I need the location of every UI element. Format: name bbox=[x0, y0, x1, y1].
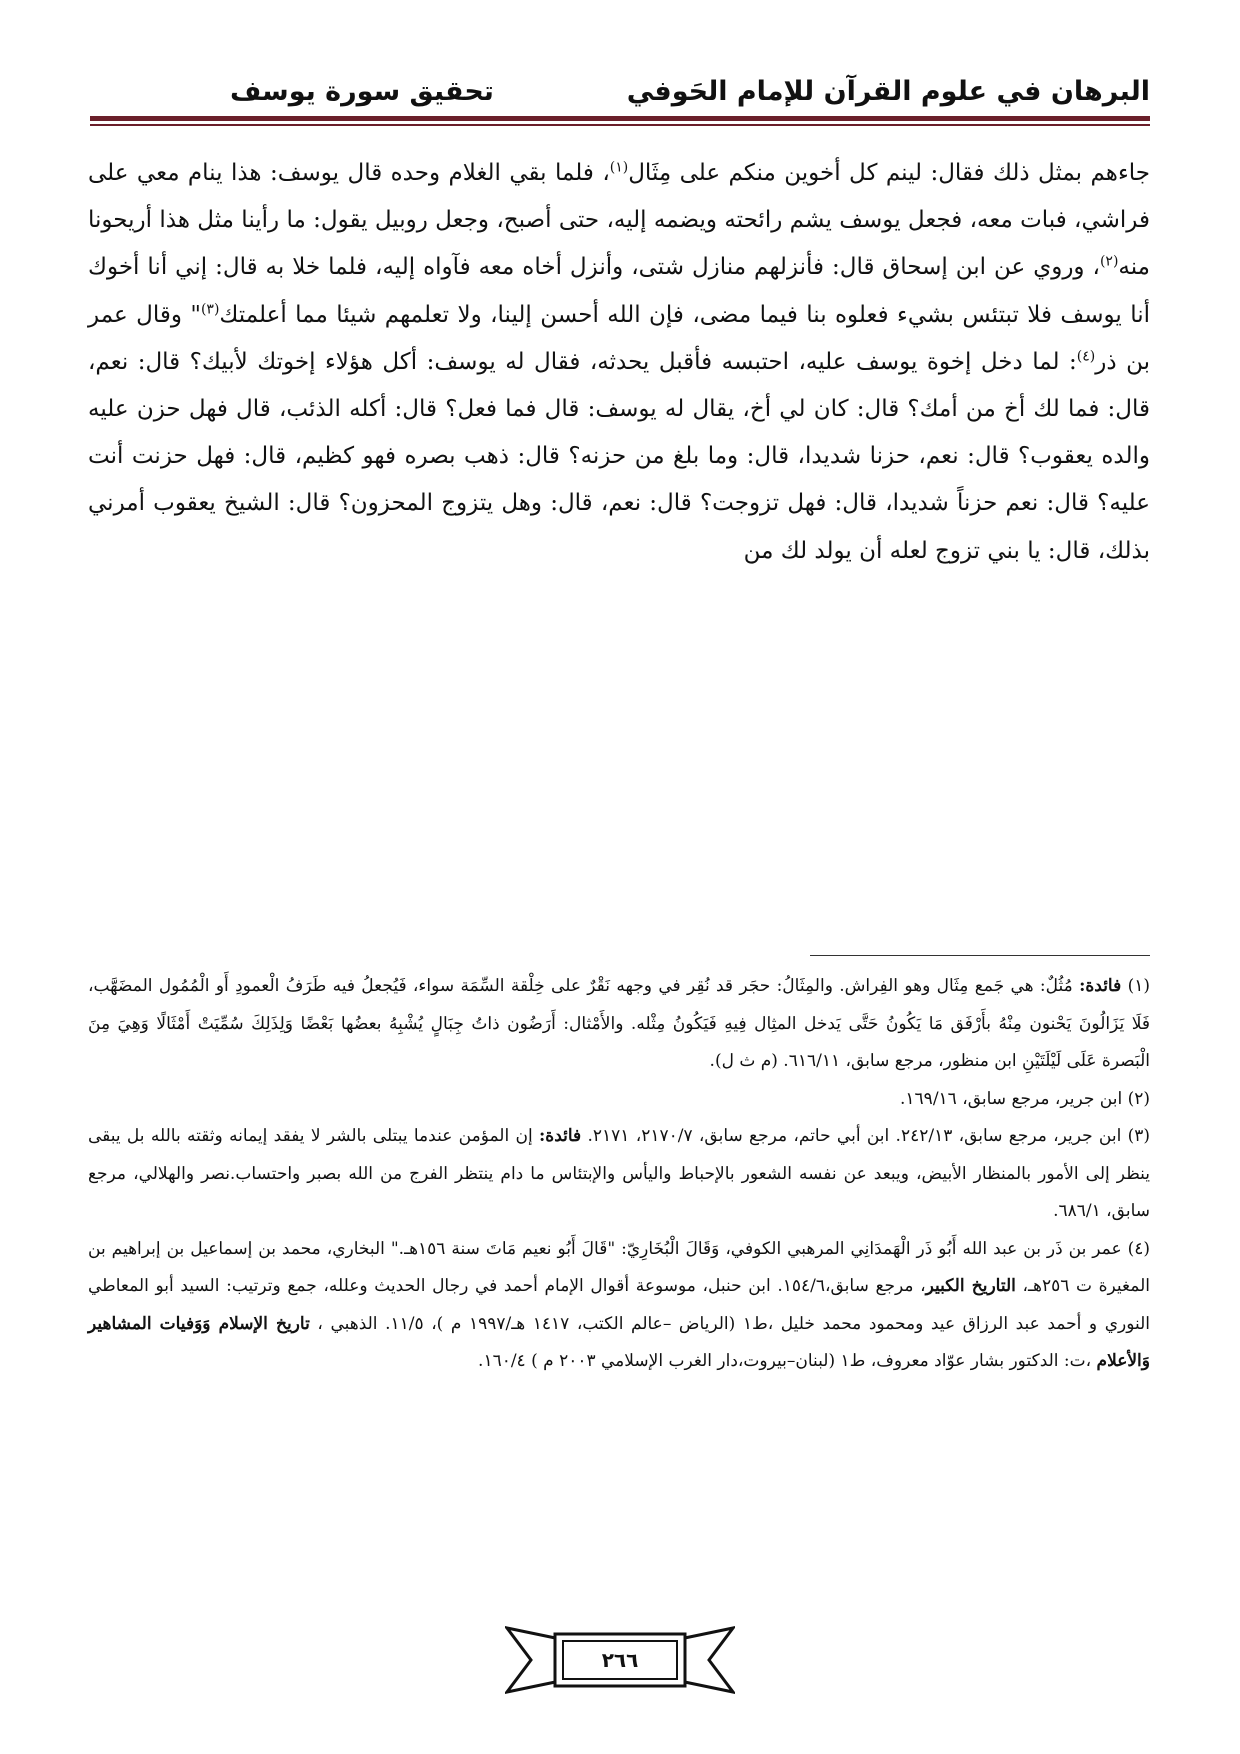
footnote-separator bbox=[810, 955, 1150, 956]
text-segment: : لما دخل إخوة يوسف عليه، احتبسه فأقبل يحدثه، فقال له يوسف: أكل هؤلاء إخوتك لأبيك؟ قال: نعم، قال: فما لك أخ من أمك؟ قال: كان لي أخ، يقال له يوسف: قال فما فعل؟ قال: أكله الذئب، قال فهل حزن عليه والده يعقوب؟ قال: نعم، حزنا شديدا، قال: وما بلغ من حزنه؟ قال: ذهب بصره فهو كظيم، قال: فهل حزنت أنت عليه؟ قال: نعم حزناً شديدا، قال: فهل تزوجت؟ قال: نعم، قال: وهل يتزوج المحزون؟ قال: الشيخ يعقوب أمرني بذلك، قال: يا بني تزوج لعله أن يولد لك من bbox=[88, 348, 1150, 564]
main-text bbox=[88, 150, 1150, 575]
footnote-text: ،ت: الدكتور بشار عوّاد معروف، ط١ (لبنان–بيروت،دار الغرب الإسلامي ٢٠٠٣ م ) ١٦٠/٤. bbox=[478, 1351, 1097, 1371]
footnote-1 bbox=[88, 968, 1150, 1081]
footnote-number: (١) bbox=[1127, 976, 1151, 996]
text-segment: جاءهم بمثل ذلك فقال: لينم كل أخوين منكم على مِثَال bbox=[628, 160, 1150, 186]
page-number-badge bbox=[505, 1618, 735, 1702]
footnote-text: (٤) عمر بن ذَر بن عبد الله أَبُو ذَر الْهَمدَانِي المرهبي الكوفي، وَقَالَ الْبُخَارِيّ: "قَالَ أَبُو نعيم مَاتَ سنة ١٥٦هـ." البخاري، محمد بن إسماعيل بن إبراهيم بن المغيرة ت ٢٥٦هـ، bbox=[88, 1238, 1151, 1296]
text-segment: ، وروي عن ابن إسحاق قال: فأنزلهم منازل شتى، وأنزل أخاه معه فآواه إليه، فلما خلا به قال: إني أنا أخوك أنا يوسف فلا تبتئس بشيء فعلوه بنا فيما مضى، فإن الله أحسن إلينا، ولا تعلمهم شيئا مما أعلمتك bbox=[88, 254, 1151, 328]
page-number: ٢٦٦ bbox=[601, 1648, 639, 1672]
footnote-3 bbox=[88, 1118, 1150, 1231]
book-title-ref: التاريخ الكبير bbox=[925, 1276, 1016, 1296]
main-paragraph bbox=[88, 150, 1150, 575]
footnote-ref-2: (٢) bbox=[1099, 253, 1119, 270]
footnote-label: فائدة: bbox=[1079, 976, 1122, 996]
footnote-text: ، مرجع سابق،١٥٤/٦. ابن حنبل، موسوعة أقوال الإمام أحمد في رجال الحديث وعلله، جمع وترتيب: السيد أبو المعاطي النوري و أحمد عبد الرزاق عيد ومحمود محمد خليل ،ط١ (الرياض –عالم الكتب، ١٤١٧ هـ/١٩٩٧ م )، ١١/٥. الذهبي ، bbox=[88, 1276, 1151, 1334]
footnote-ref-4: (٤) bbox=[1076, 348, 1096, 365]
running-header bbox=[90, 68, 1150, 112]
footnote-text: مُثُلٌ: هي جَمع مِثَال وهو الفِراش. والمِثَالُ: حجَر قد نُقِر في وجهه نَقْرٌ على خِلْقة السِّمَة سواء، فَيُجعلُ فيه طَرَفُ الْعمودِ أَو الْمُمُول المضَهَّب، فَلَا يَزَالُونَ يَحْنون مِنْهُ بأَرْفَق مَا يَكُونُ حَتَّى يَدخل المثِال فِيهِ فَيَكُونُ مِثْله. والأَمْثال: أَرَضُون ذاتُ جِبَالٍ يُشْبِهُ بعضُها بَعْضًا وَلِذَلِكَ سُمِّيَتْ أَمْثَالًا وَهِيَ مِنَ الْبَصرة عَلَى لَيْلَتَيْنِ ابن منظور، مرجع سابق، ٦١٦/١١. (م ث ل). bbox=[88, 976, 1150, 1071]
footnote-text: (٣) ابن جرير، مرجع سابق، ٢٤٢/١٣. ابن أبي حاتم، مرجع سابق، ٢١٧٠/٧، ٢١٧١. bbox=[587, 1126, 1151, 1146]
footnote-4 bbox=[88, 1231, 1150, 1381]
book-title: البرهان في علوم القرآن للإمام الحَوفي bbox=[626, 76, 1150, 107]
text-segment: " وقال عمر بن ذر bbox=[88, 301, 1150, 375]
footnotes bbox=[88, 968, 1150, 1381]
section-title: تحقيق سورة يوسف bbox=[230, 76, 494, 107]
header-rule-thick bbox=[90, 116, 1150, 121]
text-segment: ، فلما بقي الغلام وحده قال يوسف: هذا ينام معي على فراشي، فبات معه، فجعل يوسف يشم رائحته ويضمه إليه، حتى أصبح، وجعل روبيل يقول: ما رأينا مثل هذا أريحونا منه bbox=[88, 160, 1150, 281]
footnote-2: (٢) ابن جرير، مرجع سابق، ١٦٩/١٦. bbox=[900, 1088, 1150, 1109]
footnote-label: فائدة: bbox=[539, 1126, 582, 1146]
header-rule-thin bbox=[90, 124, 1150, 126]
footnote-ref-1: (١) bbox=[609, 159, 629, 176]
footnote-text: إن المؤمن عندما يبتلى بالشر لا يفقد إيمانه وثقته بالله بل يبقى ينظر إلى الأمور بالمنظار الأبيض، ويبعد عن نفسه الشعور بالإحباط واليأس والإبتئاس ما دام ينتظر الفرج من الله بصبر واحتساب.نصر والهلالي، مرجع سابق، ٦٨٦/١. bbox=[88, 1126, 1150, 1221]
footnote-ref-3: (٣) bbox=[200, 300, 220, 317]
book-title-ref: تاريخ الإسلام وَوَفيات المشاهير وَالأعلام bbox=[88, 1313, 1150, 1371]
